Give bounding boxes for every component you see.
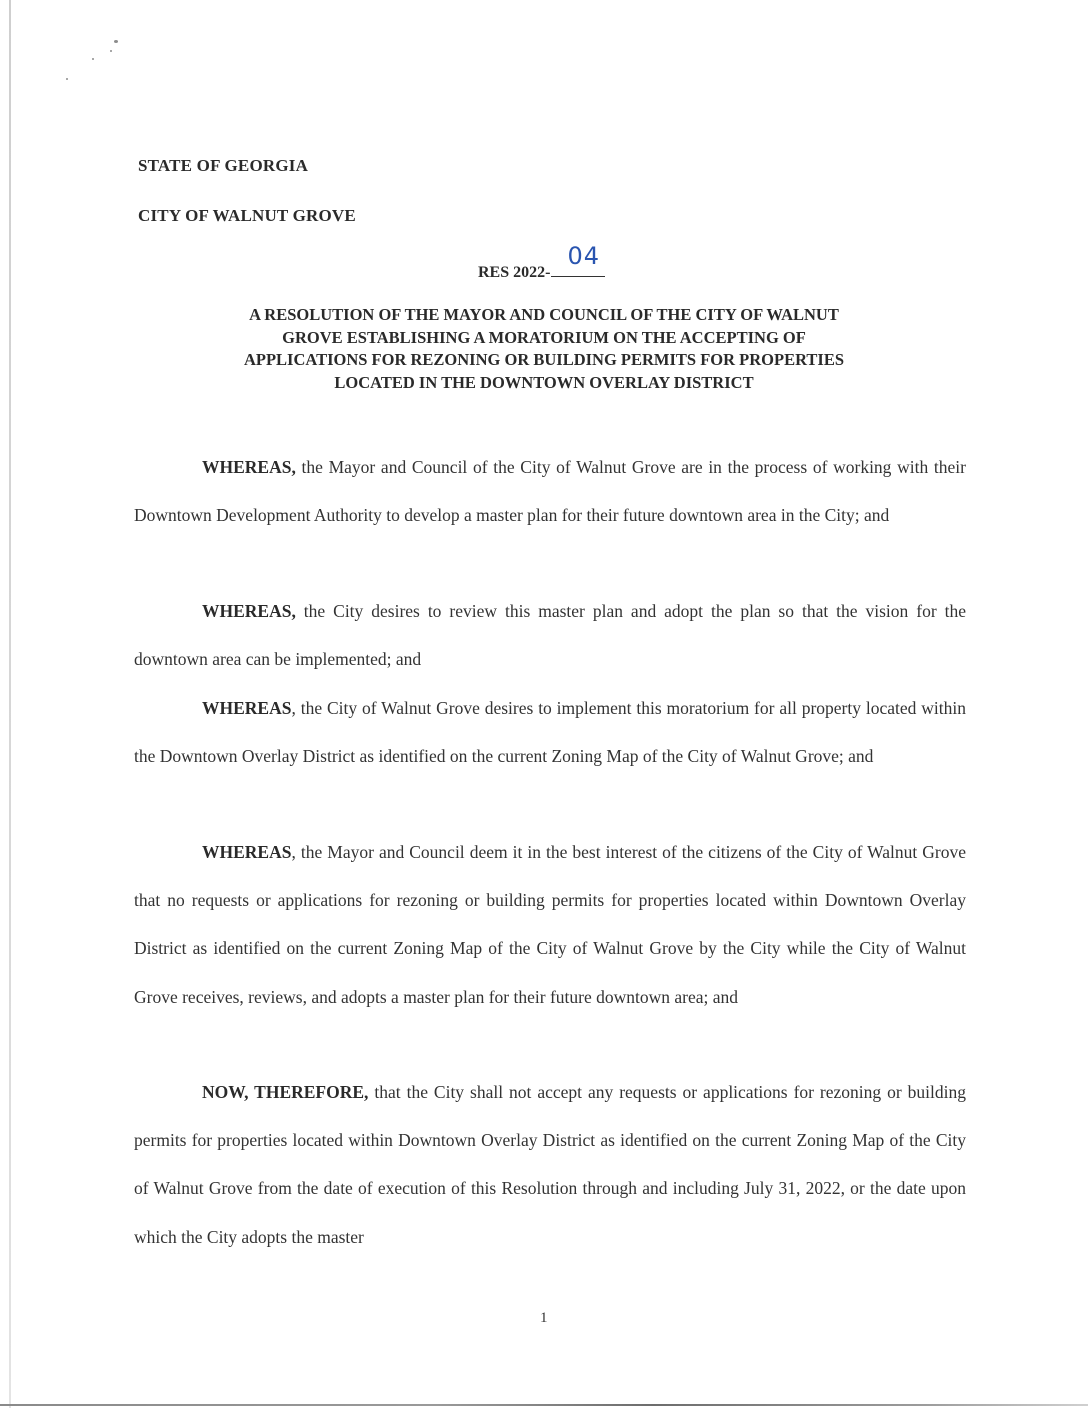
whereas-paragraph-4	[134, 828, 966, 1021]
scan-speck	[114, 40, 118, 43]
paragraph-keyword: WHEREAS,	[202, 601, 296, 621]
paragraph-keyword: WHEREAS	[202, 698, 292, 718]
scan-speck	[110, 50, 112, 52]
paragraph-text: , the City of Walnut Grove desires to implement this moratorium for all property located within the Downtown Overlay District as identified on the current Zoning Map of the City of Walnut Grove; and	[134, 698, 966, 767]
title-line: GROVE ESTABLISHING A MORATORIUM ON THE ACCEPTING OF	[282, 327, 806, 347]
paragraph-text: , the Mayor and Council deem it in the best interest of the citizens of the City of Walnut Grove that no requests or applications for rezoning or building permits for properties located within Downtown Overlay District as identified on the current Zoning Map of the City of Walnut Grove by the City while the City of Walnut Grove receives, reviews, and adopts a master plan for their future downtown area; and	[134, 842, 966, 1007]
paragraph-keyword: NOW, THEREFORE,	[202, 1082, 369, 1102]
now-therefore-paragraph	[134, 1068, 966, 1261]
resolution-title	[140, 304, 948, 394]
whereas-paragraph-3	[134, 684, 966, 780]
title-line: A RESOLUTION OF THE MAYOR AND COUNCIL OF THE CITY OF WALNUT	[249, 305, 839, 324]
whereas-paragraph-2	[134, 587, 966, 683]
page-number: 1	[540, 1310, 548, 1326]
paragraph-text: that the City shall not accept any requests or applications for rezoning or building permits for properties located within Downtown Overlay District as identified on the current Zoning Map of the City of Walnut Grove from the date of execution of this Resolution through and including July 31, 2022, or the date upon which the City adopts the master	[134, 1082, 966, 1247]
whereas-paragraph-1	[134, 443, 966, 539]
scan-speck	[66, 78, 68, 80]
scan-edge-bottom	[0, 1404, 1088, 1406]
paragraph-keyword: WHEREAS	[202, 842, 292, 862]
paragraph-text: the City desires to review this master plan and adopt the plan so that the vision for the downtown area can be implemented; and	[134, 601, 966, 670]
title-line: LOCATED IN THE DOWNTOWN OVERLAY DISTRICT	[334, 372, 754, 392]
resolution-prefix: RES 2022-	[478, 264, 551, 281]
city-heading: CITY OF WALNUT GROVE	[138, 206, 356, 225]
scan-edge-left	[9, 0, 11, 1408]
paragraph-text: the Mayor and Council of the City of Walnut Grove are in the process of working with their Downtown Development Authority to develop a master plan for their future downtown area in the City; and	[134, 457, 966, 526]
paragraph-keyword: WHEREAS,	[202, 457, 296, 477]
title-line: APPLICATIONS FOR REZONING OR BUILDING PERMITS FOR PROPERTIES	[243, 350, 845, 369]
scan-speck	[92, 58, 94, 60]
resolution-number-blank	[551, 242, 605, 277]
state-heading: STATE OF GEORGIA	[138, 156, 309, 175]
resolution-number	[478, 242, 605, 282]
resolution-number-handwritten: 04	[567, 242, 600, 270]
